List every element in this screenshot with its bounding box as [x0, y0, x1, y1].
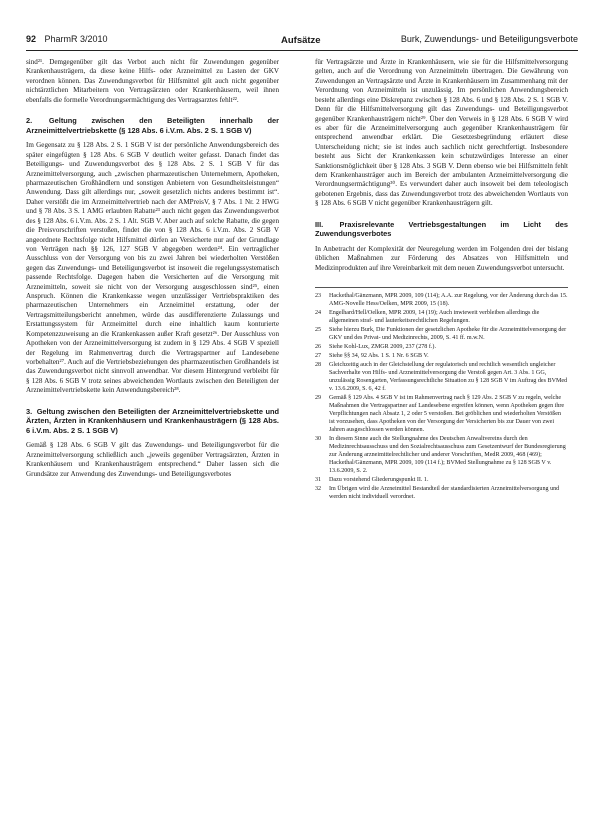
- footnote-number: 28: [315, 362, 322, 369]
- footnote-text: Siehe hierzu Burk, Die Funktionen der gesetzlichen Apotheke für die Arzneimittelversorgung der GKV und des Privat- und Medizinrechts, 2009, S. 41 ff. m.w.N.: [329, 327, 567, 342]
- footnote: [315, 343, 568, 351]
- footnote-text: Siehe Kohl-Lux, ZMGR 2009, 237 (278 f.).: [329, 344, 436, 351]
- section-number: III.: [315, 219, 324, 229]
- footnote: [315, 361, 568, 393]
- section-heading-text: Geltung zwischen den Beteiligten der Arzneimittelvertriebskette und Ärzten, Ärzten in Krankenhäusern und Krankenhausträgern (§ 128 Abs. 6 i.V.m. Abs. 2 S. 1 SGB V): [26, 406, 279, 435]
- paragraph: In Anbetracht der Komplexität der Neuregelung werden im Folgenden drei der bislang üblichen Maßnahmen zur Förderung des Absatzes von Hilfsmitteln und Medizinprodukten auf ihre Vereinbarkeit mit dem neuen Zuwendungsverbot untersucht.: [315, 244, 568, 272]
- footnote-text: Im Übrigen wird die Arzneimittel Bestandteil der standardisierten Arzneimittelversorgung und werden nicht individuell verordnet.: [329, 486, 560, 501]
- page-header: [26, 32, 578, 48]
- section-heading: [26, 116, 279, 135]
- footnote-number: 24: [315, 310, 322, 317]
- footnote: [315, 292, 568, 308]
- section-heading: [315, 220, 568, 239]
- running-title: Burk, Zuwendungs- und Beteiligungsverbote: [400, 34, 578, 44]
- section-heading: [26, 407, 279, 436]
- footnote: [315, 309, 568, 325]
- footnote-number: 27: [315, 353, 322, 360]
- footnotes: [315, 287, 568, 501]
- journal-name: PharmR 3/2010: [44, 34, 108, 44]
- page-number: 92: [26, 34, 37, 44]
- paragraph: für Vertragsärzte und Ärzte in Krankenhäusern, wie sie für die Hilfsmittelversorgung gelten, auch auf die Verordnung von Arzneimitteln übertragen. Die Gewährung von Zuwendungen an Vertragsärzte und Ärzte in Krankenhäusern im Zusammenhang mit der Verordnung von Arzneimitteln ist unzulässig. Im persönlichen Anwendungsbereich besteht allerdings eine Diskrepanz zwischen § 128 Abs. 6 und § 128 Abs. 2 S. 1 SGB V. Denn für die Hilfsmittelversorgung gilt das Zuwendungs- und Beteiligungsverbot gegenüber Krankenhausträgern nicht²⁹. Über den Verweis in § 128 Abs. 6 SGB V wird es aber für die Arzneimittelversorgung auch gegenüber Krankenhausträgern für entsprechend anwendbar erklärt. Die Gesetzesbegründung erläutert diese Unterscheidung nicht; sie ist indes auch sachlich nicht gerechtfertigt. Insbesondere besteht aus Sicht der Krankenkassen kein schutzwürdiges Interesse an einer Sanktionsmöglichkeit über § 128 Abs. 3 SGB V. Denn ebenso wie bei Hilfsmitteln fehlt dem Krankenhausträger auch im Bereich der ambulanten Arzneimittelversorgung die Verordnungsermächtigung³⁰. Es verwundert daher auch insoweit bei dem teleologisch gebotenen Ergebnis, dass das Zuwendungsverbot trotz des abweichenden Wortlauts von § 128 Abs. 6 SGB V nicht gegenüber Krankenhausträgern gilt.: [315, 58, 568, 208]
- section-heading-text: Praxisrelevante Vertriebsgestaltungen im Licht des Zuwendungsverbotes: [315, 219, 569, 239]
- paragraph: Im Gegensatz zu § 128 Abs. 2 S. 1 SGB V ist der persönliche Anwendungsbereich des später eingefügten § 128 Abs. 6 SGB V deutlich weiter gefasst. Danach findet das Beteiligungs- und Zuwendungsverbot des § 128 Abs. 2 S. 1 SGB V für das Arzneimittelversorgung, auch „zwischen pharmazeutischen Unternehmern, Apotheken, pharmazeutischen Großhändlern und sonstigen Anbietern von Gesundheitsleistungen“ Anwendung. Dass gilt allerdings nur, „soweit gesetzlich nichts anderes bestimmt ist“. Daher verstößt die im Arzneimittelvertrieb nach der AMPreisV, § 7 Abs. 1 Nr. 2 HWG und § 78 Abs. 3 S. 1 AMG erlaubten Rabatte²³ auch nicht gegen das Zuwendungsverbot des § 128 Abs. 6 i.V.m. Abs. 2 S. 1 Alt. SGB V. Aber auch auf solche Rabatte, die gegen die Preisvorschriften verstoßen, findet die von § 128 Abs. 6 i.V.m. Abs. 2 SGB V angeordnete Rechtsfolge nicht Hilfsmittel dürfen an Versicherte nur auf der Grundlage von Verträgen nach §§ 126, 127 SGB V abgegeben werden²⁴. Ein vertraglicher Ausschluss von der Versorgung von bis zu zwei Jahren bei wiederholten Verstößen gegen das Zuwendungs- und Beteiligungsverbot ist insoweit die regelungssystematisch passende Rechtsfolge. Dagegen haben die Versicherten auf die Versorgung mit Arzneimitteln, soweit sie nicht von der Versorgung ausgeschlossen sind²⁵, einen Anspruch. Können die Krankenkasse wegen unzulässiger Vertriebspraktiken des pharmazeutischen Unternehmers ein Arzneimittel erstattung, oder der Vertragsmitteilungsbericht annehmen, würde das ausdifferenzierte Zulassungs und Erstattungssystem für Arzneimittel durch eine inhaltlich kaum konturierte Kompetenzzuweisung an die Krankenkassen außer Kraft gesetzt²⁶. Der Ausschluss von Apotheken von der Arzneimittelversorgung ist zudem in § 129 Abs. 4 SGB V speziell der Regelung im Rahmenvertrag durch die Vertragspartner auf Landesebene vorbehalten²⁷. Auch auf die Vertriebsbeziehungen des pharmazeutischen Großhandels ist das Zuwendungsverbot nicht sinnvoll anwendbar. Vor diesem Hintergrund verbleibt für § 128 Abs. 6 SGB V trotz seines abweichenden Wortlauts zwischen den Beteiligten der Arzneimittelvertriebskette kein Anwendungsbereich²⁸.: [26, 141, 279, 395]
- footnote: [315, 435, 568, 475]
- footnote-number: 30: [315, 436, 322, 443]
- footnote-number: 23: [315, 293, 322, 300]
- footnote-text: Gleichzeitig auch in der Gleichstellung der regulatorisch und rechtlich wesentlich ungleicher Sachverhalte von Hilfs- und Arzneimittelversorgung die Verstoß gegen Art. 3 Abs. 1 GG, unzulässig Rosengarten, Verfassungsrechtliche Situation zu § 128 SGB V im Auftrag des BVMed v. 13.6.2009, S. 6, 42 f.: [329, 362, 568, 393]
- footnote-text: Siehe §§ 34, 92 Abs. 1 S. 1 Nr. 6 SGB V.: [329, 353, 429, 360]
- footnote: [315, 394, 568, 434]
- footnote-number: 31: [315, 477, 322, 484]
- footnote-number: 32: [315, 486, 322, 493]
- footnote-text: Engelhard/Hell/Oelken, MPR 2009, 14 (19); Auch inwieweit verbleiben allerdings die allgemeinen straf- und lauterkeitsrechtlichen Regelungen.: [329, 310, 540, 325]
- footnote-text: Gemäß § 129 Abs. 4 SGB V ist im Rahmenvertrag nach § 129 Abs. 2 SGB V zu regeln, welche Maßnahmen die Vertragspartner auf Landesebene ergreifen können, wenn Apotheken gegen ihre Verpflichtungen nach Absatz 1, 2 oder 5 verstoßen. Bei gröblichen und wiederholten Verstößen ist vorzusehen, dass Apotheken von der Versorgung der Versicherten bis zur Dauer von zwei Jahren ausgeschlossen werden können.: [329, 395, 565, 434]
- section-number: 2.: [26, 116, 33, 126]
- right-column: [315, 58, 568, 502]
- footnote-number: 29: [315, 395, 322, 402]
- section-number: 3.: [26, 406, 33, 416]
- footnote: [315, 326, 568, 342]
- footnote-text: Dazu vorstehend Gliederungspunkt II. 1.: [329, 477, 429, 484]
- footnote: [315, 476, 568, 484]
- paragraph: Gemäß § 128 Abs. 6 SGB V gilt das Zuwendungs- und Beteiligungsverbot für die Arzneimittelversorgung schließlich auch „jeweils gegenüber Vertragsärzten, Ärzten in Krankenhäusern und Krankenhausträgern entsprechend.“ Daher lassen sich die Grundsätze zur Anwendung des Zuwendungs- und Beteiligungsverbotes: [26, 441, 279, 478]
- footnote-number: 26: [315, 344, 322, 351]
- footnote-text: In diesem Sinne auch die Stellungnahme des Deutschen Anwaltvereins durch den Medizinrechtsausschuss und den Sozialrechtsausschuss zum Gesetzentwurf der Bundesregierung zur Änderung arzneimittelrechtlicher und anderer Vorschriften, MedR 2009, 468 (469); Hackethal/Gänzmann, MPR 2009, 109 (114 f.); BVMed Stellungnahme zu § 128 SGB V v. 13.6.2009, S. 2.: [329, 436, 566, 475]
- header-rule: [26, 50, 578, 51]
- paragraph: sind²¹. Demgegenüber gilt das Verbot auch nicht für Zuwendungen gegenüber Krankenhausträgern, da diese keine Hilfs- oder Arzneimittel zu Lasten der GKV verordnen können. Das Zuwendungsverbot für Hilfsmittel gilt auch nicht gegenüber nichtärztlichen Mitarbeitern von Vertragsärzten oder Krankenhäusern, weil ihnen ebenfalls die formelle Verordnungsermächtigung des Vertragsarztes fehlt²².: [26, 58, 279, 104]
- section-title: Aufsätze: [281, 35, 321, 46]
- footnote-number: 25: [315, 327, 322, 334]
- footnote: [315, 352, 568, 360]
- section-heading-text: Geltung zwischen den Beteiligten innerhalb der Arzneimittelvertriebskette (§ 128 Abs. 6 i.V.m. Abs. 2 S. 1 SGB V): [26, 116, 279, 135]
- footnote: [315, 485, 568, 501]
- header-left: [26, 34, 108, 44]
- left-column: [26, 58, 279, 479]
- footnote-text: Hackethal/Gänzmann, MPR 2009, 109 (114); A.A. zur Regelung, vor der Änderung durch das 15. AMG-Novelle Hess/Oelken, MPR 2009, 15 (18).: [329, 293, 568, 308]
